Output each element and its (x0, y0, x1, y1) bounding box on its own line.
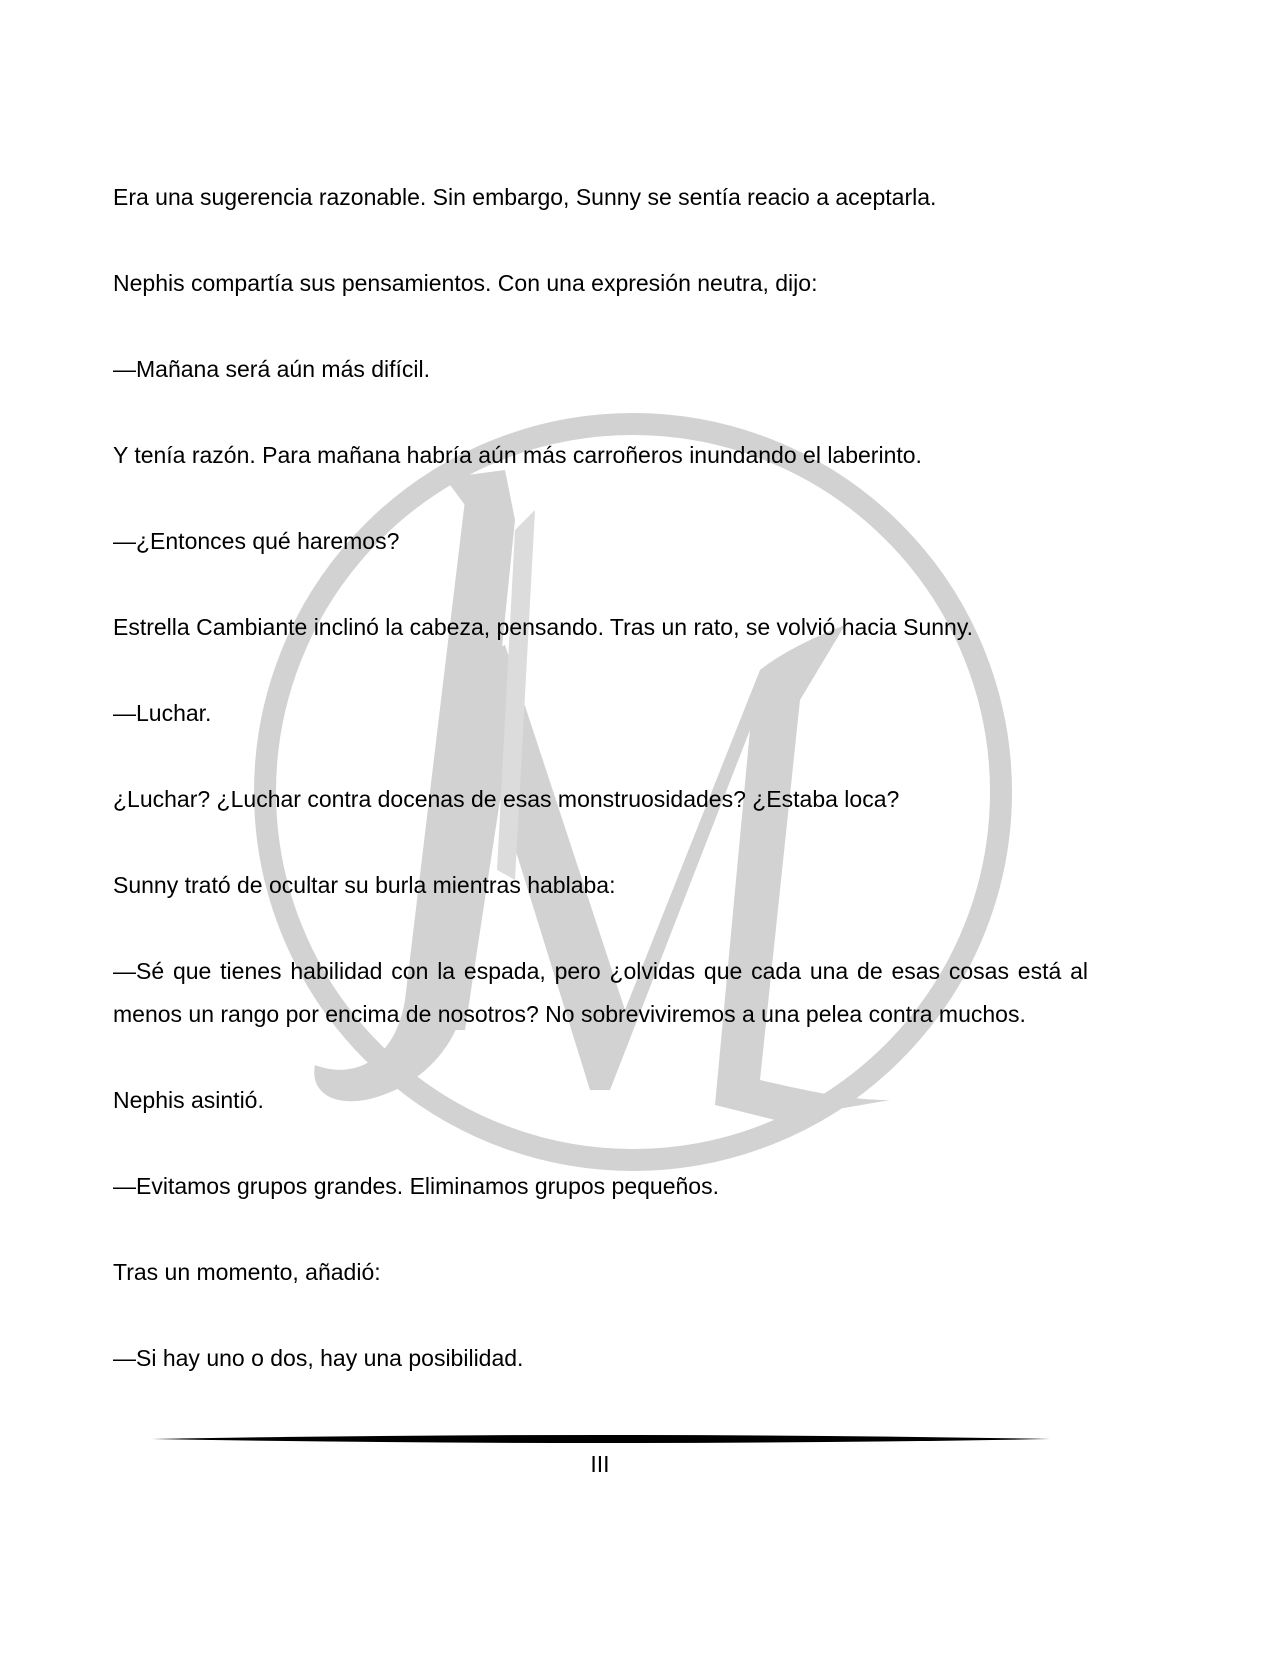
footer-divider (152, 1433, 1050, 1445)
paragraph: Y tenía razón. Para mañana habría aún más carroñeros inundando el laberinto. (113, 442, 922, 468)
paragraph: ¿Luchar? ¿Luchar contra docenas de esas monstruosidades? ¿Estaba loca? (113, 786, 900, 812)
dialogue-line: —Si hay uno o dos, hay una posibilidad. (113, 1345, 524, 1371)
body-text (113, 176, 1088, 1380)
paragraph: Sunny trató de ocultar su burla mientras hablaba: (113, 872, 616, 898)
paragraph: Nephis asintió. (113, 1087, 264, 1113)
paragraph: Nephis compartía sus pensamientos. Con una expresión neutra, dijo: (113, 270, 818, 296)
paragraph: Estrella Cambiante inclinó la cabeza, pensando. Tras un rato, se volvió hacia Sunny. (113, 614, 974, 640)
dialogue-line: —Sé que tienes habilidad con la espada, pero ¿olvidas que cada una de esas cosas está al menos un rango por encima de nosotros? No sobreviviremos a una pelea contra muchos. (113, 958, 1088, 1027)
page-number: III (590, 1451, 610, 1477)
paragraph: Tras un momento, añadió: (113, 1259, 381, 1285)
dialogue-line: —Luchar. (113, 700, 212, 726)
dialogue-line: —Evitamos grupos grandes. Eliminamos grupos pequeños. (113, 1173, 719, 1199)
dialogue-line: —Mañana será aún más difícil. (113, 356, 431, 382)
dialogue-line: —¿Entonces qué haremos? (113, 528, 400, 554)
paragraph: Era una sugerencia razonable. Sin embargo, Sunny se sentía reacio a aceptarla. (113, 184, 937, 210)
